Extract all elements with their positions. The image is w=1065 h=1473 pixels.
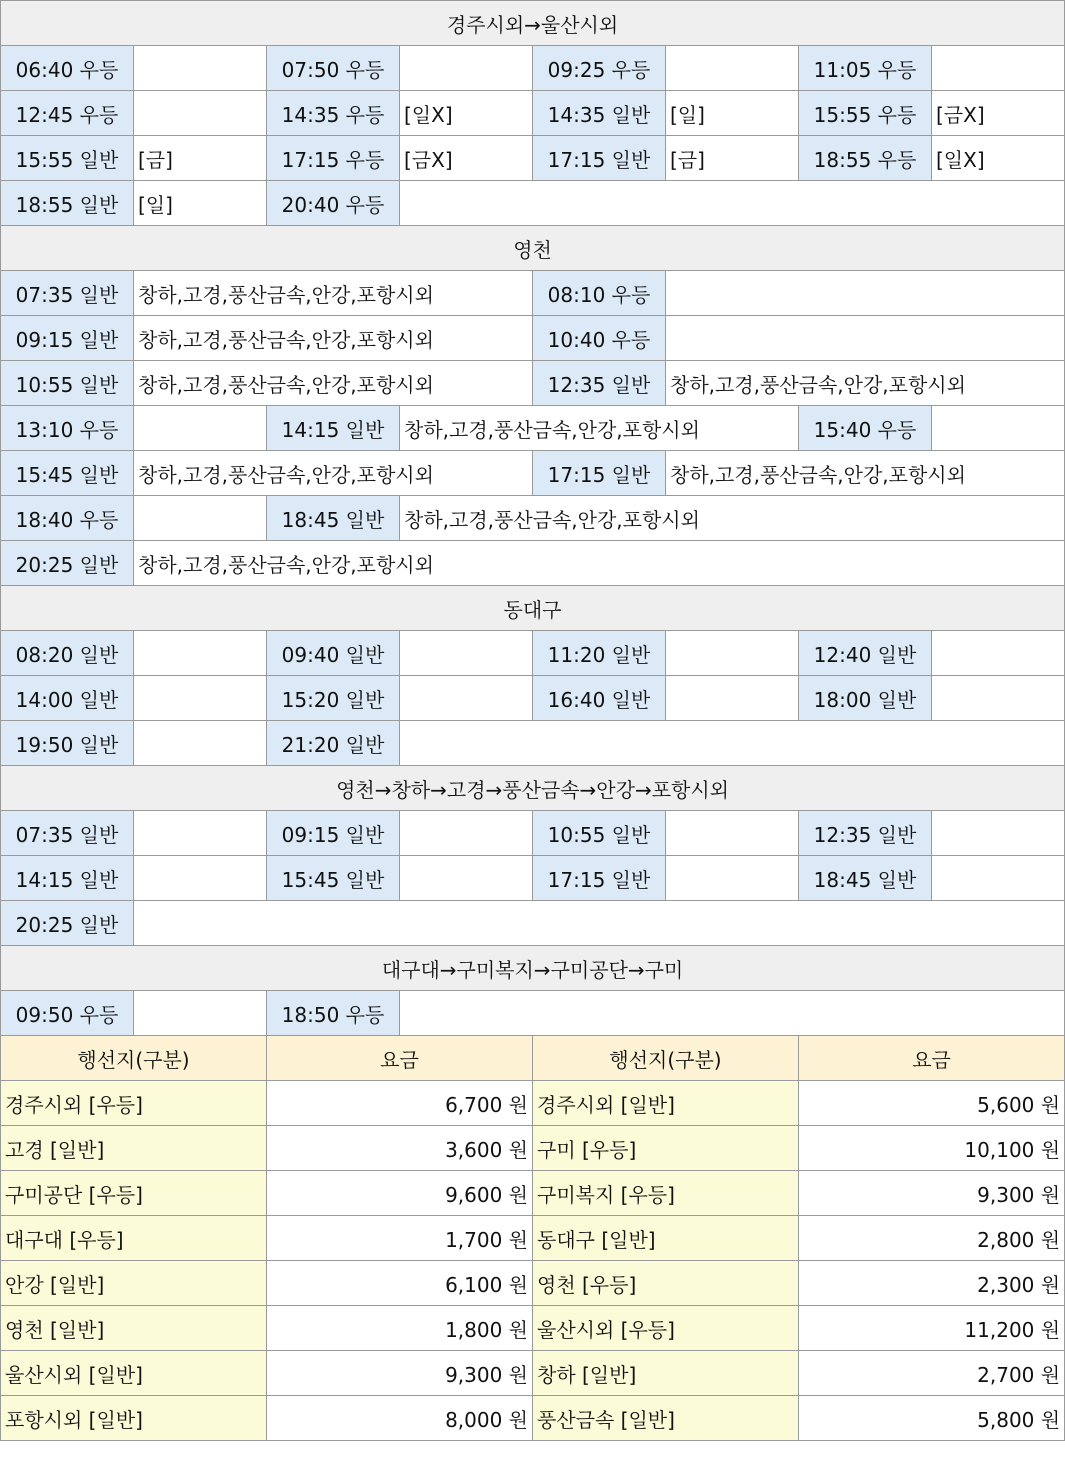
- fare-row: [1, 1351, 1065, 1396]
- fare-price: 3,600 원: [267, 1126, 533, 1171]
- schedule-row: [1, 496, 1065, 541]
- fare-price: 2,700 원: [799, 1351, 1065, 1396]
- departure-note: [일]: [666, 91, 799, 136]
- schedule-row: [1, 181, 1065, 226]
- departure-note: 창하,고경,풍산금속,안강,포항시외: [134, 451, 533, 496]
- departure-time: 11:05 우등: [799, 46, 932, 91]
- fare-price: 10,100 원: [799, 1126, 1065, 1171]
- departure-note: [400, 721, 1065, 766]
- fare-header-price: 요금: [267, 1036, 533, 1081]
- fare-header-price: 요금: [799, 1036, 1065, 1081]
- departure-time: 09:15 일반: [267, 811, 400, 856]
- fare-destination: 구미복지 [우등]: [533, 1171, 799, 1216]
- fare-destination: 안강 [일반]: [1, 1261, 267, 1306]
- schedule-row: [1, 46, 1065, 91]
- fare-header-destination: 행선지(구분): [1, 1036, 267, 1081]
- fare-header-destination: 행선지(구분): [533, 1036, 799, 1081]
- departure-time: 10:55 일반: [533, 811, 666, 856]
- departure-note: [400, 46, 533, 91]
- schedule-row: [1, 901, 1065, 946]
- departure-time: 17:15 일반: [533, 451, 666, 496]
- departure-time: 21:20 일반: [267, 721, 400, 766]
- departure-note: [932, 856, 1065, 901]
- departure-note: [400, 181, 1065, 226]
- departure-time: 12:45 우등: [1, 91, 134, 136]
- departure-note: [금X]: [400, 136, 533, 181]
- fare-destination: 경주시외 [일반]: [533, 1081, 799, 1126]
- fare-row: [1, 1081, 1065, 1126]
- fare-destination: 경주시외 [우등]: [1, 1081, 267, 1126]
- fare-price: 11,200 원: [799, 1306, 1065, 1351]
- departure-time: 09:25 우등: [533, 46, 666, 91]
- departure-note: 창하,고경,풍산금속,안강,포항시외: [400, 406, 799, 451]
- departure-note: [134, 811, 267, 856]
- schedule-row: [1, 721, 1065, 766]
- departure-time: 18:45 일반: [799, 856, 932, 901]
- departure-note: [666, 676, 799, 721]
- fare-price: 6,700 원: [267, 1081, 533, 1126]
- fare-price: 1,800 원: [267, 1306, 533, 1351]
- section-title: 경주시외→울산시외: [1, 1, 1065, 46]
- departure-note: [134, 46, 267, 91]
- departure-note: 창하,고경,풍산금속,안강,포항시외: [134, 541, 1065, 586]
- departure-time: 17:15 일반: [533, 856, 666, 901]
- departure-time: 12:35 일반: [533, 361, 666, 406]
- fare-destination: 고경 [일반]: [1, 1126, 267, 1171]
- departure-time: 08:20 일반: [1, 631, 134, 676]
- departure-time: 18:45 일반: [267, 496, 400, 541]
- departure-time: 14:35 우등: [267, 91, 400, 136]
- departure-time: 09:50 우등: [1, 991, 134, 1036]
- fare-price: 5,800 원: [799, 1396, 1065, 1441]
- departure-time: 15:45 일반: [1, 451, 134, 496]
- departure-note: [932, 46, 1065, 91]
- departure-note: [134, 991, 267, 1036]
- departure-time: 07:35 일반: [1, 271, 134, 316]
- schedule-row: [1, 631, 1065, 676]
- departure-note: [134, 721, 267, 766]
- fare-price: 9,300 원: [799, 1171, 1065, 1216]
- departure-note: 창하,고경,풍산금속,안강,포항시외: [134, 316, 533, 361]
- departure-time: 16:40 일반: [533, 676, 666, 721]
- departure-note: 창하,고경,풍산금속,안강,포항시외: [400, 496, 1065, 541]
- departure-note: [일X]: [932, 136, 1065, 181]
- departure-note: [400, 676, 533, 721]
- fare-destination: 영천 [우등]: [533, 1261, 799, 1306]
- departure-note: [400, 631, 533, 676]
- schedule-row: [1, 991, 1065, 1036]
- departure-time: 15:40 우등: [799, 406, 932, 451]
- departure-note: [일X]: [400, 91, 533, 136]
- section-title: 영천→창하→고경→풍산금속→안강→포항시외: [1, 766, 1065, 811]
- departure-time: 14:15 일반: [267, 406, 400, 451]
- section-title: 동대구: [1, 586, 1065, 631]
- departure-time: 18:40 우등: [1, 496, 134, 541]
- departure-note: [134, 856, 267, 901]
- departure-time: 12:40 일반: [799, 631, 932, 676]
- fare-header-row: [1, 1036, 1065, 1081]
- departure-note: [금]: [134, 136, 267, 181]
- departure-note: 창하,고경,풍산금속,안강,포항시외: [134, 271, 533, 316]
- departure-time: 15:55 우등: [799, 91, 932, 136]
- departure-note: [134, 91, 267, 136]
- schedule-row: [1, 361, 1065, 406]
- departure-note: [666, 271, 1065, 316]
- fare-price: 2,300 원: [799, 1261, 1065, 1306]
- departure-time: 08:10 우등: [533, 271, 666, 316]
- departure-time: 12:35 일반: [799, 811, 932, 856]
- departure-time: 13:10 우등: [1, 406, 134, 451]
- departure-note: [134, 676, 267, 721]
- departure-note: 창하,고경,풍산금속,안강,포항시외: [666, 451, 1065, 496]
- departure-time: 20:25 일반: [1, 541, 134, 586]
- departure-note: [932, 811, 1065, 856]
- departure-time: 19:50 일반: [1, 721, 134, 766]
- fare-row: [1, 1261, 1065, 1306]
- fare-price: 2,800 원: [799, 1216, 1065, 1261]
- departure-time: 15:45 일반: [267, 856, 400, 901]
- schedule-row: [1, 91, 1065, 136]
- fare-row: [1, 1306, 1065, 1351]
- departure-note: [400, 991, 1065, 1036]
- section-title: 영천: [1, 226, 1065, 271]
- section-title: 대구대→구미복지→구미공단→구미: [1, 946, 1065, 991]
- fare-destination: 창하 [일반]: [533, 1351, 799, 1396]
- departure-time: 15:55 일반: [1, 136, 134, 181]
- fare-price: 1,700 원: [267, 1216, 533, 1261]
- departure-note: 창하,고경,풍산금속,안강,포항시외: [134, 361, 533, 406]
- departure-time: 10:40 우등: [533, 316, 666, 361]
- departure-note: [666, 856, 799, 901]
- schedule-row: [1, 541, 1065, 586]
- fare-price: 6,100 원: [267, 1261, 533, 1306]
- schedule-row: [1, 451, 1065, 496]
- departure-note: [932, 631, 1065, 676]
- fare-destination: 포항시외 [일반]: [1, 1396, 267, 1441]
- section-header-row: [1, 1, 1065, 46]
- fare-row: [1, 1126, 1065, 1171]
- fare-destination: 영천 [일반]: [1, 1306, 267, 1351]
- fare-price: 9,600 원: [267, 1171, 533, 1216]
- departure-time: 14:15 일반: [1, 856, 134, 901]
- departure-time: 14:35 일반: [533, 91, 666, 136]
- schedule-row: [1, 676, 1065, 721]
- departure-time: 11:20 일반: [533, 631, 666, 676]
- schedule-row: [1, 271, 1065, 316]
- fare-destination: 울산시외 [우등]: [533, 1306, 799, 1351]
- schedule-row: [1, 136, 1065, 181]
- fare-row: [1, 1171, 1065, 1216]
- section-header-row: [1, 586, 1065, 631]
- departure-time: 18:55 일반: [1, 181, 134, 226]
- fare-price: 9,300 원: [267, 1351, 533, 1396]
- departure-note: 창하,고경,풍산금속,안강,포항시외: [666, 361, 1065, 406]
- departure-note: [932, 676, 1065, 721]
- departure-note: [666, 316, 1065, 361]
- departure-note: [666, 811, 799, 856]
- departure-note: [666, 631, 799, 676]
- fare-destination: 풍산금속 [일반]: [533, 1396, 799, 1441]
- departure-time: 18:00 일반: [799, 676, 932, 721]
- schedule-row: [1, 406, 1065, 451]
- departure-time: 14:00 일반: [1, 676, 134, 721]
- fare-destination: 울산시외 [일반]: [1, 1351, 267, 1396]
- departure-note: [134, 631, 267, 676]
- departure-time: 20:25 일반: [1, 901, 134, 946]
- fare-destination: 동대구 [일반]: [533, 1216, 799, 1261]
- departure-time: 18:55 우등: [799, 136, 932, 181]
- fare-price: 5,600 원: [799, 1081, 1065, 1126]
- departure-time: 20:40 우등: [267, 181, 400, 226]
- schedule-row: [1, 856, 1065, 901]
- section-header-row: [1, 226, 1065, 271]
- departure-time: 18:50 우등: [267, 991, 400, 1036]
- departure-note: [금X]: [932, 91, 1065, 136]
- fare-destination: 구미공단 [우등]: [1, 1171, 267, 1216]
- section-header-row: [1, 946, 1065, 991]
- departure-time: 10:55 일반: [1, 361, 134, 406]
- departure-note: [932, 406, 1065, 451]
- fare-row: [1, 1216, 1065, 1261]
- departure-note: [400, 811, 533, 856]
- departure-note: [금]: [666, 136, 799, 181]
- departure-time: 09:40 일반: [267, 631, 400, 676]
- departure-time: 09:15 일반: [1, 316, 134, 361]
- departure-time: 15:20 일반: [267, 676, 400, 721]
- departure-time: 07:35 일반: [1, 811, 134, 856]
- fare-row: [1, 1396, 1065, 1441]
- departure-note: [일]: [134, 181, 267, 226]
- fare-destination: 대구대 [우등]: [1, 1216, 267, 1261]
- departure-time: 06:40 우등: [1, 46, 134, 91]
- schedule-row: [1, 316, 1065, 361]
- departure-note: [134, 406, 267, 451]
- fare-price: 8,000 원: [267, 1396, 533, 1441]
- departure-time: 17:15 일반: [533, 136, 666, 181]
- departure-note: [134, 901, 1065, 946]
- departure-time: 07:50 우등: [267, 46, 400, 91]
- schedule-row: [1, 811, 1065, 856]
- section-header-row: [1, 766, 1065, 811]
- departure-note: [134, 496, 267, 541]
- departure-note: [666, 46, 799, 91]
- departure-time: 17:15 우등: [267, 136, 400, 181]
- fare-destination: 구미 [우등]: [533, 1126, 799, 1171]
- departure-note: [400, 856, 533, 901]
